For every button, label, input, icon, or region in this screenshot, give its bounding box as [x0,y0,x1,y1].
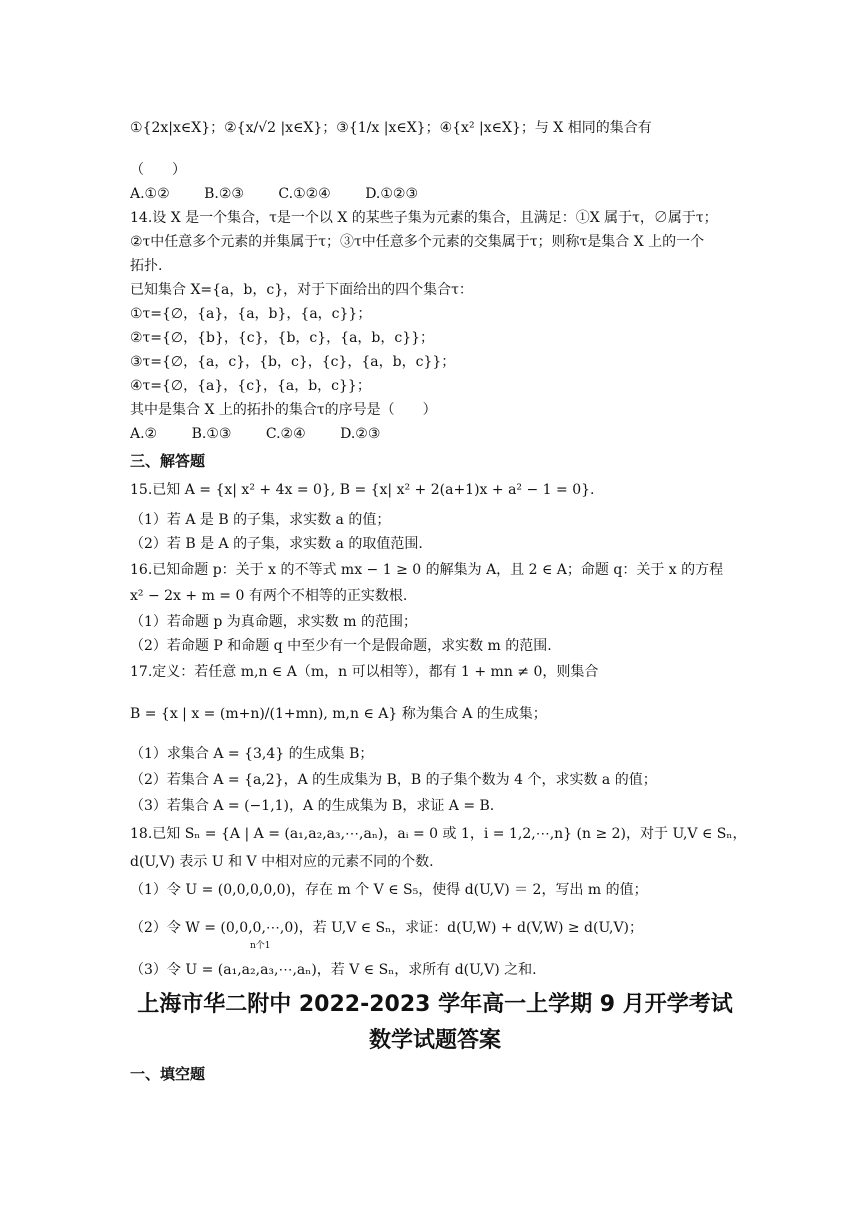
q13-option-a: A.①② [130,186,170,202]
section-heading-1: 一、填空题 [130,1065,206,1083]
q14-item-3: ③τ={∅，{a，c}，{b，c}，{c}，{a，b，c}}； [130,354,456,370]
q13-option-c: C.①②④ [278,186,331,202]
q14-option-b: B.①③ [191,426,232,442]
q17-line2: B = {x | x = (m+n)/(1+mn), m,n ∈ A} 称为集合 A 的生成集； [130,706,547,722]
q15-stem: 15.已知 A = {x| x² + 4x = 0}, B = {x| x² + 2(a+1)x + a² − 1 = 0}. [130,482,595,498]
q14-item-1: ①τ={∅，{a}，{a，b}，{a，c}}； [130,306,372,322]
q16-line1: 16.已知命题 p：关于 x 的不等式 mx − 1 ≥ 0 的解集为 A，且 2 ∈ A；命题 q：关于 x 的方程 [130,562,724,578]
q15-part1: （1）若 A 是 B 的子集，求实数 a 的值； [130,512,391,528]
q14-line3: 拓扑. [130,258,163,274]
q14-item-4: ④τ={∅，{a}，{c}，{a，b，c}}； [130,378,371,394]
q14-option-d: D.②③ [340,426,381,442]
q18-part1: （1）令 U = (0,0,0,0,0)，存在 m 个 V ∈ S₅，使得 d(U,V) ＝ 2，写出 m 的值； [130,882,648,898]
q14-line2: ②τ中任意多个元素的并集属于τ；③τ中任意多个元素的交集属于τ；则称τ是集合 X 上的一个 [130,234,705,250]
q14-line4: 已知集合 X={a，b，c}，对于下面给出的四个集合τ： [130,282,473,298]
q18-line2: d(U,V) 表示 U 和 V 中相对应的元素不同的个数. [130,854,434,870]
q16-part2: （2）若命题 P 和命题 q 中至少有一个是假命题，求实数 m 的范围. [130,638,552,654]
answer-title: 上海市华二附中 2022-2023 学年高一上学期 9 月开学考试 [137,992,733,1017]
q13-stem: ①{2x|x∈X}；②{x/√2 |x∈X}；③{1/x |x∈X}；④{x² |x∈X}；与 X 相同的集合有 [130,120,652,136]
section-heading-3: 三、解答题 [130,452,206,470]
q13-paren: （ ） [130,162,186,178]
q14-option-a: A.② [130,426,158,442]
q14-option-c: C.②④ [265,426,306,442]
q17-line1: 17.定义：若任意 m,n ∈ A（m，n 可以相等），都有 1 + mn ≠ 0，则集合 [130,664,599,680]
q14-question: 其中是集合 X 上的拓扑的集合τ的序号是（ ） [130,402,437,418]
q14-line1: 14.设 X 是一个集合，τ是一个以 X 的某些子集为元素的集合，且满足：①X 属于τ，∅属于τ； [130,210,718,226]
q18-part2: （2）令 W = (0,0,0,⋯,0)，若 U,V ∈ Sₙ，求证：d(U,W) + d(V,W) ≥ d(U,V)； [130,920,644,936]
q14-item-2: ②τ={∅，{b}，{c}，{b，c}，{a，b，c}}； [130,330,435,346]
q13-option-d: D.①②③ [365,186,419,202]
q14-options [130,424,410,444]
q13-options [130,184,448,204]
q18-part2-underbrace-label: n个1 [250,941,271,951]
q16-part1: （1）若命题 p 为真命题，求实数 m 的范围； [130,614,417,630]
q17-part3: （3）若集合 A = (−1,1)，A 的生成集为 B，求证 A = B. [130,798,495,814]
answer-subtitle: 数学试题答案 [368,1028,501,1053]
q15-part2: （2）若 B 是 A 的子集，求实数 a 的取值范围. [130,536,423,552]
q16-line2: x² − 2x + m = 0 有两个不相等的正实数根. [130,588,408,604]
q18-part3: （3）令 U = (a₁,a₂,a₃,⋯,aₙ)，若 V ∈ Sₙ，求所有 d(U,V) 之和. [130,962,537,978]
q18-line1: 18.已知 Sₙ = {A | A = (a₁,a₂,a₃,⋯,aₙ)，aᵢ = 0 或 1，i = 1,2,⋯,n} (n ≥ 2)，对于 U,V ∈ Sₙ， [130,826,747,842]
q17-part2: （2）若集合 A = {a,2}，A 的生成集为 B，B 的子集个数为 4 个，求实数 a 的值； [130,772,657,788]
q17-part1: （1）求集合 A = {3,4} 的生成集 B； [130,746,374,762]
q13-option-b: B.②③ [204,186,244,202]
